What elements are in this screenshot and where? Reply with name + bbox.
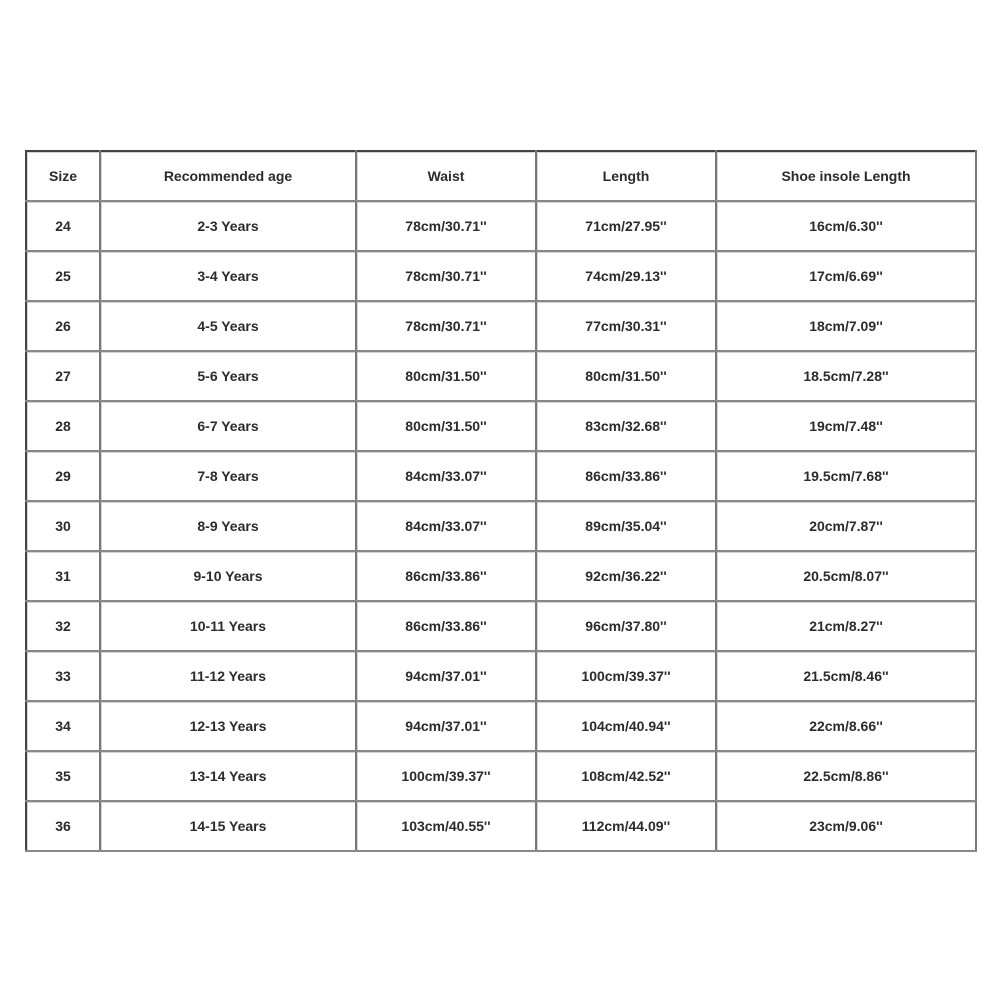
cell-size: 27 xyxy=(26,351,100,401)
cell-size: 26 xyxy=(26,301,100,351)
header-size: Size xyxy=(26,151,100,201)
cell-shoe-insole-length: 18cm/7.09'' xyxy=(716,301,976,351)
table-row xyxy=(26,551,976,601)
cell-length: 112cm/44.09'' xyxy=(536,801,716,851)
cell-length: 71cm/27.95'' xyxy=(536,201,716,251)
cell-waist: 78cm/30.71'' xyxy=(356,251,536,301)
table-row xyxy=(26,201,976,251)
cell-length: 83cm/32.68'' xyxy=(536,401,716,451)
cell-shoe-insole-length: 16cm/6.30'' xyxy=(716,201,976,251)
cell-waist: 86cm/33.86'' xyxy=(356,551,536,601)
cell-shoe-insole-length: 20.5cm/8.07'' xyxy=(716,551,976,601)
header-row xyxy=(26,151,976,201)
cell-length: 104cm/40.94'' xyxy=(536,701,716,751)
cell-shoe-insole-length: 22.5cm/8.86'' xyxy=(716,751,976,801)
cell-recommended-age: 11-12 Years xyxy=(100,651,356,701)
cell-length: 108cm/42.52'' xyxy=(536,751,716,801)
cell-size: 29 xyxy=(26,451,100,501)
cell-recommended-age: 6-7 Years xyxy=(100,401,356,451)
cell-waist: 78cm/30.71'' xyxy=(356,201,536,251)
table-row xyxy=(26,701,976,751)
table-row xyxy=(26,251,976,301)
cell-shoe-insole-length: 23cm/9.06'' xyxy=(716,801,976,851)
table-row xyxy=(26,351,976,401)
cell-recommended-age: 3-4 Years xyxy=(100,251,356,301)
table-row xyxy=(26,401,976,451)
table-row xyxy=(26,501,976,551)
cell-shoe-insole-length: 19cm/7.48'' xyxy=(716,401,976,451)
cell-waist: 84cm/33.07'' xyxy=(356,501,536,551)
cell-shoe-insole-length: 19.5cm/7.68'' xyxy=(716,451,976,501)
cell-size: 25 xyxy=(26,251,100,301)
cell-size: 33 xyxy=(26,651,100,701)
cell-length: 74cm/29.13'' xyxy=(536,251,716,301)
cell-waist: 100cm/39.37'' xyxy=(356,751,536,801)
cell-size: 30 xyxy=(26,501,100,551)
cell-waist: 94cm/37.01'' xyxy=(356,651,536,701)
cell-size: 24 xyxy=(26,201,100,251)
table-row xyxy=(26,801,976,851)
cell-length: 89cm/35.04'' xyxy=(536,501,716,551)
table-row xyxy=(26,751,976,801)
table-row xyxy=(26,451,976,501)
cell-size: 36 xyxy=(26,801,100,851)
cell-shoe-insole-length: 20cm/7.87'' xyxy=(716,501,976,551)
cell-shoe-insole-length: 18.5cm/7.28'' xyxy=(716,351,976,401)
cell-waist: 80cm/31.50'' xyxy=(356,351,536,401)
cell-length: 100cm/39.37'' xyxy=(536,651,716,701)
cell-recommended-age: 7-8 Years xyxy=(100,451,356,501)
cell-size: 34 xyxy=(26,701,100,751)
header-length: Length xyxy=(536,151,716,201)
cell-recommended-age: 5-6 Years xyxy=(100,351,356,401)
cell-size: 35 xyxy=(26,751,100,801)
cell-recommended-age: 13-14 Years xyxy=(100,751,356,801)
cell-recommended-age: 8-9 Years xyxy=(100,501,356,551)
cell-shoe-insole-length: 17cm/6.69'' xyxy=(716,251,976,301)
cell-shoe-insole-length: 21cm/8.27'' xyxy=(716,601,976,651)
cell-shoe-insole-length: 21.5cm/8.46'' xyxy=(716,651,976,701)
cell-recommended-age: 9-10 Years xyxy=(100,551,356,601)
cell-waist: 84cm/33.07'' xyxy=(356,451,536,501)
cell-shoe-insole-length: 22cm/8.66'' xyxy=(716,701,976,751)
table-row xyxy=(26,601,976,651)
size-chart-table xyxy=(25,150,977,852)
cell-length: 77cm/30.31'' xyxy=(536,301,716,351)
cell-recommended-age: 10-11 Years xyxy=(100,601,356,651)
cell-recommended-age: 2-3 Years xyxy=(100,201,356,251)
cell-waist: 86cm/33.86'' xyxy=(356,601,536,651)
cell-size: 28 xyxy=(26,401,100,451)
cell-waist: 94cm/37.01'' xyxy=(356,701,536,751)
cell-waist: 78cm/30.71'' xyxy=(356,301,536,351)
header-waist: Waist xyxy=(356,151,536,201)
cell-length: 86cm/33.86'' xyxy=(536,451,716,501)
cell-recommended-age: 12-13 Years xyxy=(100,701,356,751)
cell-waist: 103cm/40.55'' xyxy=(356,801,536,851)
cell-recommended-age: 4-5 Years xyxy=(100,301,356,351)
cell-recommended-age: 14-15 Years xyxy=(100,801,356,851)
cell-length: 80cm/31.50'' xyxy=(536,351,716,401)
cell-length: 96cm/37.80'' xyxy=(536,601,716,651)
cell-size: 32 xyxy=(26,601,100,651)
table-row xyxy=(26,651,976,701)
header-recommended-age: Recommended age xyxy=(100,151,356,201)
cell-waist: 80cm/31.50'' xyxy=(356,401,536,451)
cell-length: 92cm/36.22'' xyxy=(536,551,716,601)
table-row xyxy=(26,301,976,351)
cell-size: 31 xyxy=(26,551,100,601)
header-shoe-insole-length: Shoe insole Length xyxy=(716,151,976,201)
